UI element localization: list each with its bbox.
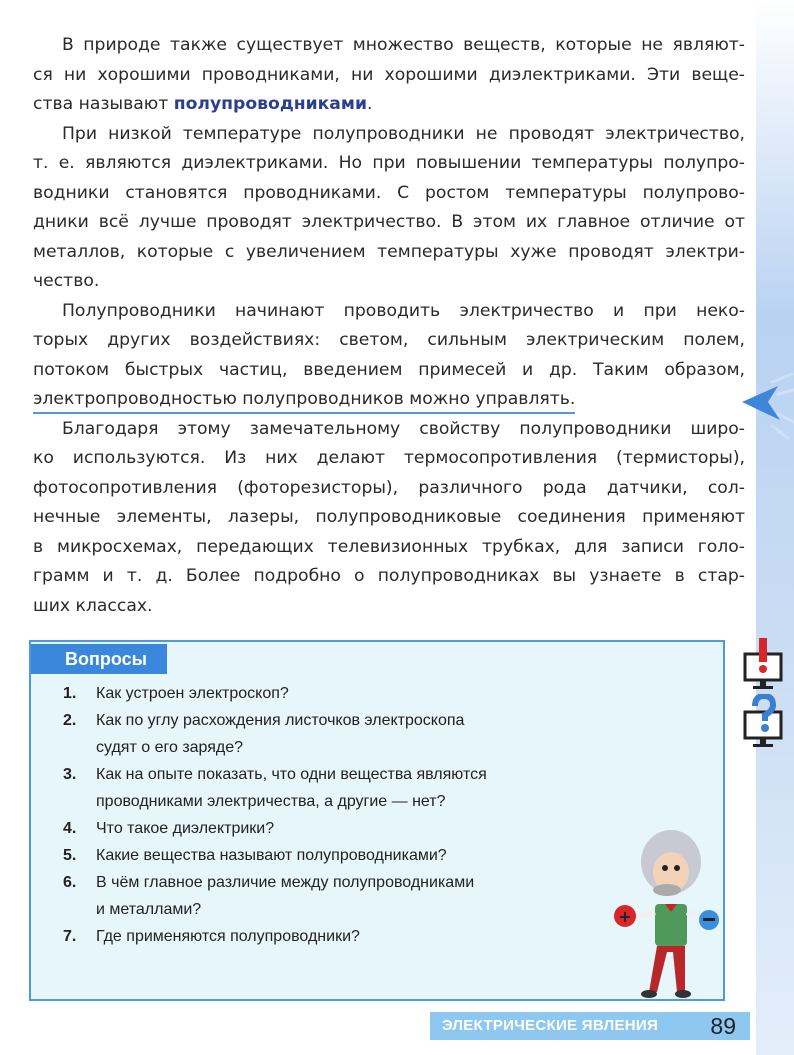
monitor-exclamation-icon[interactable]: [743, 636, 785, 692]
question-line: Какие вещества называют полупроводниками?: [96, 847, 447, 864]
text-line: потоком быстрых частиц, введением примесей и др. Таким образом,: [33, 359, 745, 380]
text-line: [33, 385, 745, 415]
question-line: судят о его заряде?: [96, 739, 244, 756]
questions-list: [63, 680, 487, 950]
text-span: .: [367, 94, 373, 114]
text-line: Благодаря этому замечательному свойству полупроводники широ-: [62, 418, 745, 439]
question-text: [96, 761, 487, 815]
text-line: в микросхемах, передающих телевизионных трубках, для записи голо-: [33, 536, 745, 557]
scientist-character-illustration: [609, 822, 719, 1002]
section-title: ЭЛЕКТРИЧЕСКИЕ ЯВЛЕНИЯ: [442, 1017, 659, 1034]
question-line: проводниками электричества, а другие — нет?: [96, 793, 446, 810]
question-text: [96, 869, 474, 923]
text-line: фотосопротивления (фоторезисторы), различного рода датчики, сол-: [33, 477, 745, 498]
question-number: 6.: [63, 874, 77, 891]
page-number: 89: [710, 1013, 736, 1039]
text-line: [33, 90, 745, 120]
question-line: Где применяются полупроводники?: [96, 928, 360, 945]
text-line: металлов, которые с увеличением температуры хуже проводят электри-: [33, 241, 745, 262]
question-text: [96, 842, 447, 869]
text-line: грамм и т. д. Более подробно о полупроводниках вы узнаете в стар-: [33, 566, 745, 586]
text-line: торых других воздействиях: светом, сильным электрическим полем,: [33, 330, 745, 350]
page-footer: [430, 1012, 750, 1040]
questions-title: Вопросы: [31, 644, 167, 674]
text-line: нечные элементы, лазеры, полупроводниковые соединения применяют: [33, 507, 745, 527]
text-span: ства называют: [33, 94, 174, 114]
body-text: [33, 31, 745, 621]
question-text: [96, 707, 464, 761]
term-highlight: полупроводниками: [173, 94, 367, 114]
question-number: 1.: [63, 685, 77, 702]
text-line: ших классах.: [33, 595, 153, 616]
question-line: и металлами?: [96, 901, 202, 918]
question-number: 2.: [63, 712, 77, 729]
text-line: В природе также существует множество веществ, которые не являют-: [62, 35, 745, 55]
question-item: [63, 842, 487, 869]
text-line: ся ни хорошими проводниками, ни хорошими диэлектриками. Эти веще-: [33, 64, 745, 85]
question-item: [63, 680, 487, 707]
question-number: 3.: [63, 766, 77, 783]
question-item: [63, 815, 487, 842]
text-line: При низкой температуре полупроводники не проводят электричество,: [62, 123, 745, 144]
text-line: ко используются. Из них делают термосопротивления (термисторы),: [33, 448, 745, 468]
question-line: Как устроен электроскоп?: [96, 685, 289, 702]
svg-text:+: +: [618, 907, 632, 926]
question-line: В чём главное различие между полупроводниками: [96, 874, 475, 891]
text-line: чество.: [33, 271, 100, 291]
monitor-question-icon[interactable]: [743, 694, 785, 750]
text-line: т. е. являются диэлектриками. Но при повышении температуры полупро-: [33, 153, 745, 173]
question-text: [96, 923, 360, 950]
question-line: Как по углу расхождения листочков электроскопа: [96, 712, 465, 729]
question-text: [96, 680, 289, 707]
question-number: 4.: [63, 820, 77, 837]
arrow-marker-icon: [738, 372, 794, 442]
question-number: 5.: [63, 847, 77, 864]
side-strip: [756, 0, 794, 1055]
question-item: [63, 869, 487, 923]
question-text: [96, 815, 274, 842]
text-line: водники становятся проводниками. С ростом температуры полупрово-: [33, 182, 745, 203]
text-line: Полупроводники начинают проводить электричество и при неко-: [62, 300, 745, 321]
question-line: Что такое диэлектрики?: [96, 820, 275, 837]
question-number: 7.: [63, 928, 77, 945]
question-item: [63, 707, 487, 761]
question-line: Как на опыте показать, что одни вещества являются: [96, 766, 487, 783]
text-line: дники всё лучше проводят электричество. В этом их главное отличие от: [33, 212, 745, 232]
question-item: [63, 923, 487, 950]
underlined-key-sentence: электропроводностью полупроводников можно управлять.: [33, 386, 575, 414]
question-item: [63, 761, 487, 815]
questions-box: [29, 640, 725, 1001]
